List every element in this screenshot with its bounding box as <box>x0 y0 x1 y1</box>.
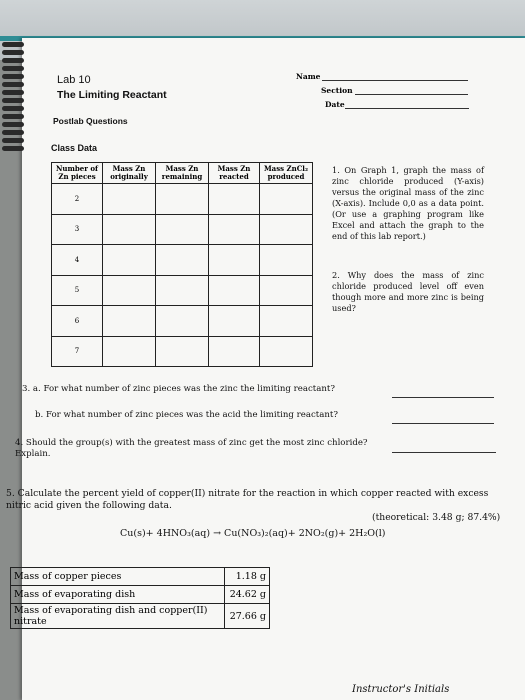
section-field[interactable] <box>355 94 468 95</box>
table-row <box>11 568 270 586</box>
data-cell[interactable] <box>156 184 209 215</box>
table-row <box>52 306 313 337</box>
zn-pieces-cell: 2 <box>52 184 103 215</box>
data-cell[interactable] <box>260 306 313 337</box>
data-cell[interactable] <box>260 275 313 306</box>
col-header: Mass ZnCl₂ produced <box>260 163 313 184</box>
col-header: Mass Zn remaining <box>156 163 209 184</box>
data-cell[interactable] <box>103 245 156 276</box>
instructor-initials-label: Instructor's Initials <box>352 684 450 695</box>
zn-pieces-cell: 5 <box>52 275 103 306</box>
answer-4-line[interactable] <box>392 452 496 453</box>
question-3a: 3. a. For what number of zinc pieces was the zinc the limiting reactant? <box>22 384 335 394</box>
data-cell[interactable] <box>103 306 156 337</box>
date-field[interactable] <box>345 108 469 109</box>
yield-label: Mass of copper pieces <box>11 568 225 586</box>
data-cell[interactable] <box>209 306 260 337</box>
data-cell[interactable] <box>260 214 313 245</box>
date-label: Date <box>325 100 345 109</box>
data-cell[interactable] <box>209 245 260 276</box>
data-cell[interactable] <box>209 336 260 367</box>
yield-data-table <box>10 567 270 629</box>
yield-value: 24.62 g <box>225 586 270 604</box>
spiral-binding <box>0 40 26 160</box>
question-1: 1. On Graph 1, graph the mass of zinc chloride produced (Y-axis) versus the original mass of the zinc (X-axis). Include 0,0 as a data point. (Or use a graphing program like Excel and attach the graph to the end of this lab report.) <box>332 165 484 241</box>
data-cell[interactable] <box>156 214 209 245</box>
lab-number: Lab 10 <box>57 74 91 86</box>
data-cell[interactable] <box>156 275 209 306</box>
postlab-heading: Postlab Questions <box>53 116 128 126</box>
yield-label: Mass of evaporating dish and copper(II) nitrate <box>11 604 225 629</box>
zn-pieces-cell: 6 <box>52 306 103 337</box>
page-title: The Limiting Reactant <box>57 89 167 101</box>
name-label: Name <box>296 72 321 81</box>
name-field[interactable] <box>322 80 468 81</box>
zn-pieces-cell: 3 <box>52 214 103 245</box>
zn-pieces-cell: 7 <box>52 336 103 367</box>
table-row <box>52 214 313 245</box>
question-2: 2. Why does the mass of zinc chloride produced level off even though more and more zinc is being used? <box>332 270 484 313</box>
table-row <box>11 604 270 629</box>
data-cell[interactable] <box>156 336 209 367</box>
section-label: Section <box>321 86 353 95</box>
table-row <box>52 275 313 306</box>
class-data-table <box>51 162 313 367</box>
data-cell[interactable] <box>103 214 156 245</box>
table-row <box>52 336 313 367</box>
data-cell[interactable] <box>156 306 209 337</box>
col-header: Mass Zn reacted <box>209 163 260 184</box>
answer-3a-line[interactable] <box>392 397 494 398</box>
yield-label: Mass of evaporating dish <box>11 586 225 604</box>
reaction-equation: Cu(s)+ 4HNO₃(aq) → Cu(NO₃)₂(aq)+ 2NO₂(g)+ 2H₂O(l) <box>120 528 386 539</box>
data-cell[interactable] <box>260 184 313 215</box>
table-row <box>11 586 270 604</box>
zn-pieces-cell: 4 <box>52 245 103 276</box>
data-cell[interactable] <box>103 336 156 367</box>
col-header: Number of Zn pieces <box>52 163 103 184</box>
col-header: Mass Zn originally <box>103 163 156 184</box>
question-3b: b. For what number of zinc pieces was the acid the limiting reactant? <box>35 410 338 420</box>
data-cell[interactable] <box>260 245 313 276</box>
class-data-heading: Class Data <box>51 143 98 153</box>
data-cell[interactable] <box>209 275 260 306</box>
theoretical-values: (theoretical: 3.48 g; 87.4%) <box>372 512 501 523</box>
data-cell[interactable] <box>103 184 156 215</box>
question-5: 5. Calculate the percent yield of copper(II) nitrate for the reaction in which copper reacted with excess nitric acid given the following data. <box>6 488 489 511</box>
answer-3b-line[interactable] <box>392 423 494 424</box>
yield-value: 1.18 g <box>225 568 270 586</box>
yield-value: 27.66 g <box>225 604 270 629</box>
question-4: 4. Should the group(s) with the greatest mass of zinc get the most zinc chloride? Explain. <box>15 438 368 459</box>
data-cell[interactable] <box>209 184 260 215</box>
data-cell[interactable] <box>209 214 260 245</box>
table-row <box>52 245 313 276</box>
data-cell[interactable] <box>156 245 209 276</box>
table-row <box>52 184 313 215</box>
data-cell[interactable] <box>260 336 313 367</box>
data-cell[interactable] <box>103 275 156 306</box>
